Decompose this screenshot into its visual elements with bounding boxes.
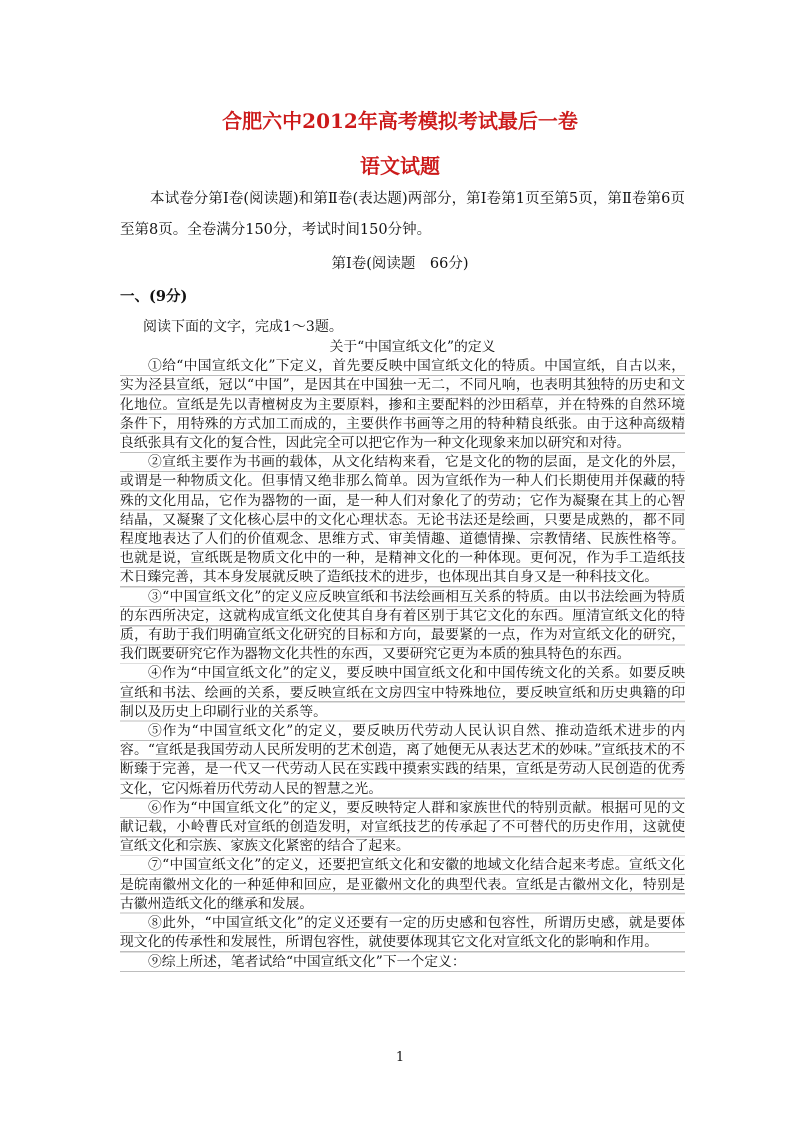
passage-paragraph: ⑤作为“中国宣纸文化”的定义，要反映历代劳动人民认识自然、推动造纸术进步的内容。“宣纸是我国劳动人民所发明的艺术创造，离了她便无从表达艺术的妙味。”宣纸技术的不断臻于完善，是一代又一代劳动人民在实践中摸索实践的结果，宣纸是劳动人民创造的优秀文化，它闪烁着历代劳动人民的智慧之光。 bbox=[120, 722, 685, 799]
passage-paragraph: ⑧此外，“中国宣纸文化”的定义还要有一定的历史感和包容性，所谓历史感，就是要体现文化的传承性和发展性，所谓包容性，就使要体现其它文化对宣纸文化的影响和作用。 bbox=[120, 914, 685, 952]
question-instruction: 阅读下面的文字，完成1～3题。 bbox=[143, 319, 343, 335]
passage-title: 关于“中国宣纸文化”的定义 bbox=[329, 339, 496, 355]
reading-passage bbox=[120, 338, 685, 972]
exam-subtitle: 语文试题 bbox=[360, 154, 440, 178]
page-number: 1 bbox=[395, 1050, 405, 1065]
exam-instructions: 本试卷分第Ⅰ卷(阅读题)和第Ⅱ卷(表达题)两部分，第Ⅰ卷第1页至第5页，第Ⅱ卷第6页至第8页。全卷满分150分，考试时间150分钟。 bbox=[120, 191, 685, 238]
section-heading: 一、(9分) bbox=[120, 288, 188, 305]
passage-paragraph: ③“中国宣纸文化”的定义应反映宣纸和书法绘画相互关系的特质。由以书法绘画为特质的东西所决定，这就构成宣纸文化使其自身有着区别于其它文化的东西。厘清宣纸文化的特质，有助于我们明确宣纸文化研究的目标和方向，最要紧的一点，作为对宣纸文化的研究，我们既要研究它作为器物文化共性的东西，又要研究它更为本质的独具特色的东西。 bbox=[120, 588, 685, 665]
passage-paragraph: ⑥作为“中国宣纸文化”的定义，要反映特定人群和家族世代的特别贡献。根据可见的文献记载，小岭曹氏对宣纸的创造发明，对宣纸技艺的传承起了不可替代的历史作用，这就使宣纸文化和宗族、家族文化紧密的结合了起来。 bbox=[120, 799, 685, 857]
passage-paragraph: ⑨综上所述，笔者试给“中国宣纸文化”下一个定义： bbox=[120, 953, 685, 972]
passage-paragraph: ②宣纸主要作为书画的载体，从文化结构来看，它是文化的物的层面，是文化的外层，或谓是一种物质文化。但事情又绝非那么简单。因为宣纸作为一种人们长期使用并保藏的特殊的文化用品，它作为器物的一面，是一种人们对象化了的劳动；它作为凝聚在其上的心智结晶，又凝聚了文化核心层中的文化心理状态。无论书法还是绘画，只要是成熟的，都不同程度地表达了人们的价值观念、思维方式、审美情趣、道德情操、宗教情绪、民族性格等。也就是说，宣纸既是物质文化中的一种，是精神文化的一种体现。更何况，作为手工造纸技术日臻完善，其本身发展就反映了造纸技术的进步，也体现出其自身又是一种科技文化。 bbox=[120, 453, 685, 587]
passage-paragraph: ④作为“中国宣纸文化”的定义，要反映中国宣纸文化和中国传统文化的关系。如要反映宣纸和书法、绘画的关系，要反映宣纸在文房四宝中特殊地位，要反映宣纸和历史典籍的印制以及历史上印刷行业的关系等。 bbox=[120, 664, 685, 722]
passage-paragraph: ⑦“中国宣纸文化”的定义，还要把宣纸文化和安徽的地域文化结合起来考虑。宣纸文化是皖南徽州文化的一种延伸和回应，是亚徽州文化的典型代表。宣纸是古徽州文化，特别是古徽州造纸文化的继承和发展。 bbox=[120, 856, 685, 914]
passage-paragraph: ①给“中国宣纸文化”下定义，首先要反映中国宣纸文化的特质。中国宣纸，自古以来，实为泾县宣纸，冠以“中国”，是因其在中国独一无二，不同凡响，也表明其独特的历史和文化地位。宣纸是先以青檀树皮为主要原料，掺和主要配料的沙田稻草，并在特殊的自然环境条件下，用特殊的方式加工而成的，主要供作书画等之用的特种精良纸张。由于这种高级精良纸张具有文化的复合性，因此完全可以把它作为一种文化现象来加以研究和对待。 bbox=[120, 357, 685, 453]
exam-title: 合肥六中2012年高考模拟考试最后一卷 bbox=[222, 109, 578, 133]
volume-heading: 第Ⅰ卷(阅读题 66分) bbox=[331, 256, 469, 272]
